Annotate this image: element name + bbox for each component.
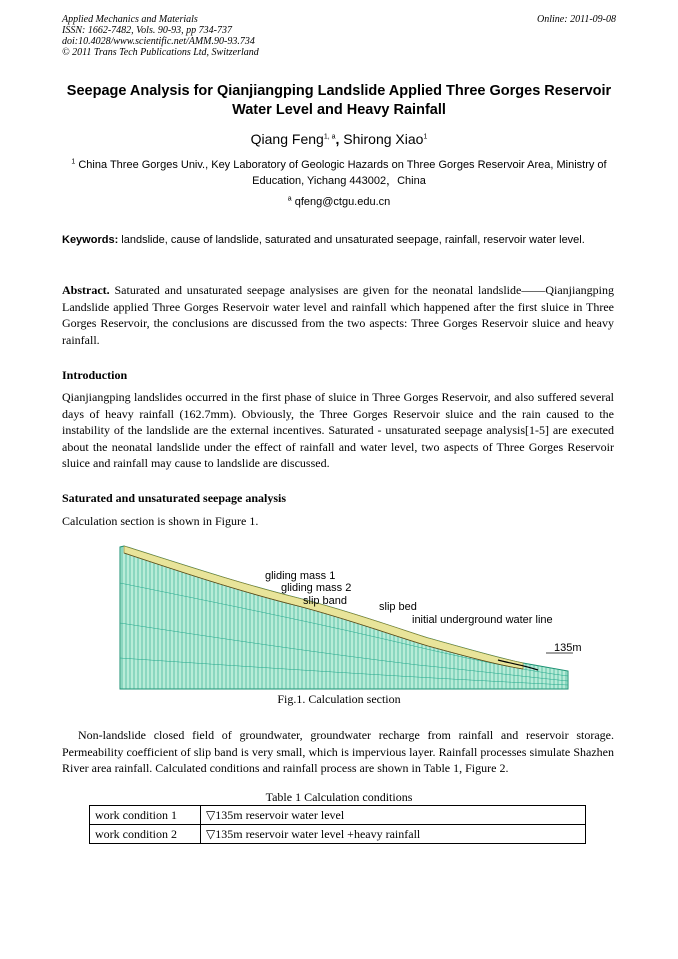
online-date: Online: 2011-09-08 <box>537 14 616 25</box>
journal-header <box>62 14 259 58</box>
section2-heading: Saturated and unsaturated seepage analysis <box>62 491 287 505</box>
author-2: Shirong Xiao <box>339 131 424 147</box>
affiliation-sup: 1 <box>71 158 76 166</box>
copyright: © 2011 Trans Tech Publications Ltd, Switzerland <box>62 47 259 58</box>
doi: doi:10.4028/www.scientific.net/AMM.90-93.734 <box>62 36 255 47</box>
paragraph-3: Non-landslide closed field of groundwater, groundwater recharge from rainfall and reservoir storage. Permeability coefficient of slip band is very small, which is impervious layer. Rainfall processes simulate Shazhen River area rainfall. Calculated conditions and rainfall process are shown in Table 1, Figure 2. <box>62 728 614 775</box>
label-slip-band: slip band <box>303 595 348 607</box>
keywords <box>62 233 614 247</box>
table-cell-description: ▽135m reservoir water level <box>201 806 586 825</box>
abstract <box>62 282 614 348</box>
table-row <box>90 825 586 844</box>
table-row <box>90 806 586 825</box>
section2-intro: Calculation section is shown in Figure 1. <box>62 514 259 528</box>
affiliation-text: China Three Gorges Univ., Key Laboratory of Geologic Hazards on Three Gorges Reservoir Area, Ministry of Education, Yichang 443002，China <box>75 159 607 187</box>
label-slip-bed: slip bed <box>379 601 417 613</box>
label-gliding-mass-1: gliding mass 1 <box>265 570 336 582</box>
abstract-text: Saturated and unsaturated seepage analysises are given for the neonatal landslide——Qianjiangping Landslide applied Three Gorges Reservoir water level and rainfall which happened after the first sluice in Three Gorges Reservoir, the conclusions are discussed from the two aspects: Three Gorges Reservoir sluice and heavy rainfall. <box>62 283 614 347</box>
intro-text: Qianjiangping landslides occurred in the first phase of sluice in Three Gorges Reservoir, and also suffered several days of heavy rainfall (162.7mm). Obviously, the Three Gorges Reservoir sluice and the rain caused to the instability of the landslide are the external incentives. Saturated - unsaturated seepage analysis[1-5] are executed about the neonatal landslide under the effect of rainfall and water level, two aspects of Three Gorges Reservoir sluice and rainfall may cause to landslide are discussed. <box>62 390 614 470</box>
figure-1 <box>118 543 588 691</box>
table-1-caption: Table 1 Calculation conditions <box>265 790 413 804</box>
authors <box>62 131 616 147</box>
keywords-text: landslide, cause of landslide, saturated and unsaturated seepage, rainfall, reservoir water level. <box>118 234 585 246</box>
label-underground-water-line: initial underground water line <box>412 614 553 626</box>
email-sup: a <box>287 195 292 203</box>
author-1-sup: 1, a <box>323 133 336 141</box>
author-1: Qiang Feng <box>250 131 324 147</box>
author-2-sup: 1 <box>423 133 428 141</box>
email-text[interactable]: qfeng@ctgu.edu.cn <box>291 196 391 208</box>
journal-name: Applied Mechanics and Materials <box>62 14 198 25</box>
abstract-label: Abstract. <box>62 283 110 297</box>
author-separator: , <box>335 131 340 147</box>
paper-title: Seepage Analysis for Qianjiangping Landslide Applied Three Gorges Reservoir Water Level and Heavy Rainfall <box>66 83 612 118</box>
table-cell-description: ▽135m reservoir water level +heavy rainfall <box>201 825 586 844</box>
intro-heading: Introduction <box>62 368 128 382</box>
table-cell-condition: work condition 2 <box>90 825 201 844</box>
issn: ISSN: 1662-7482, Vols. 90-93, pp 734-737 <box>62 25 232 36</box>
figure-1-caption: Fig.1. Calculation section <box>277 692 401 706</box>
calculation-section-diagram <box>118 543 588 691</box>
affiliation <box>62 157 616 189</box>
keywords-label: Keywords: <box>62 234 119 246</box>
email <box>62 196 616 208</box>
label-gliding-mass-2: gliding mass 2 <box>281 582 352 594</box>
table-cell-condition: work condition 1 <box>90 806 201 825</box>
label-135m: 135m <box>554 642 582 654</box>
table-1 <box>89 805 586 844</box>
